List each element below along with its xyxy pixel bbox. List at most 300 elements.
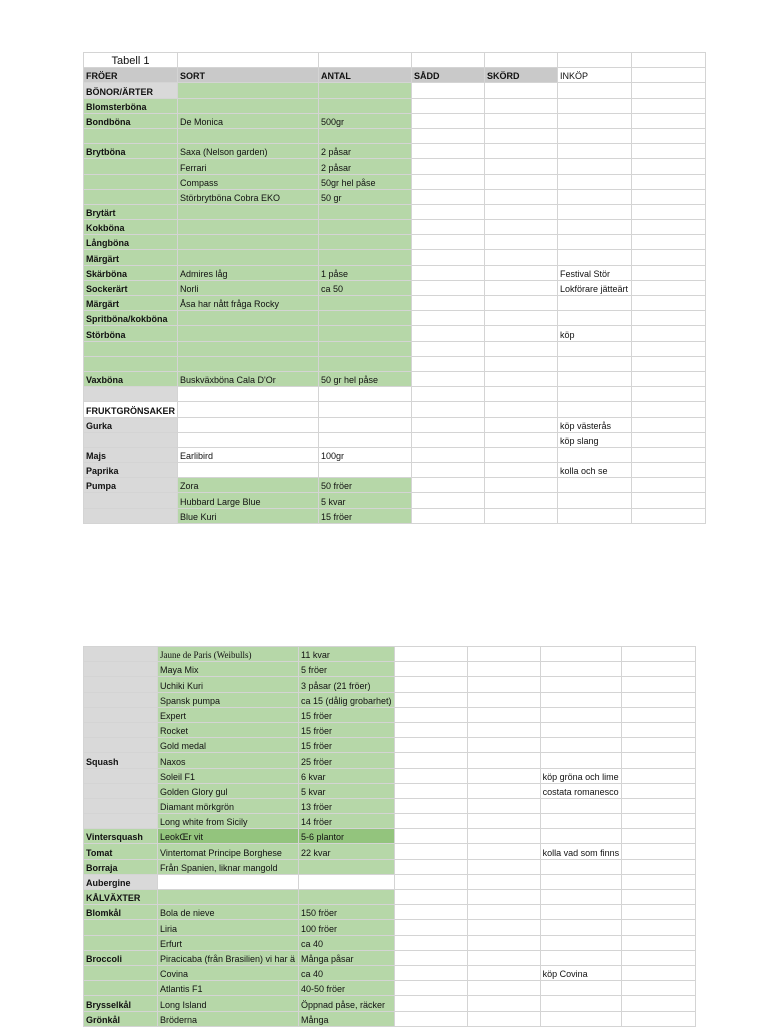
cell-inkop[interactable]: [558, 220, 632, 235]
cell-empty[interactable]: [394, 722, 467, 737]
cell-inkop[interactable]: [540, 662, 622, 677]
cell-sort[interactable]: [178, 311, 319, 326]
cell-empty[interactable]: [412, 371, 485, 386]
header-inkop[interactable]: INKÖP: [558, 68, 632, 83]
cell-empty[interactable]: [622, 844, 696, 859]
cell-froer[interactable]: Brytböna: [84, 144, 178, 159]
cell-sort[interactable]: Rocket: [158, 722, 299, 737]
cell-inkop[interactable]: [558, 478, 632, 493]
cell-empty[interactable]: [485, 508, 558, 523]
cell-antal[interactable]: Öppnad påse, räcker: [299, 996, 395, 1011]
cell-froer[interactable]: [84, 814, 158, 829]
cell-froer[interactable]: [84, 722, 158, 737]
cell-inkop[interactable]: [558, 402, 632, 417]
cell-empty[interactable]: [412, 508, 485, 523]
cell-empty[interactable]: [467, 798, 540, 813]
cell-empty[interactable]: [412, 493, 485, 508]
cell-empty[interactable]: [394, 874, 467, 889]
table-title[interactable]: Tabell 1: [84, 53, 178, 68]
cell-froer[interactable]: [84, 387, 178, 402]
cell-froer[interactable]: [84, 707, 158, 722]
cell-antal[interactable]: [319, 235, 412, 250]
cell-antal[interactable]: [319, 296, 412, 311]
cell-antal[interactable]: 15 fröer: [299, 722, 395, 737]
cell-empty[interactable]: [632, 387, 706, 402]
cell-inkop[interactable]: [540, 935, 622, 950]
cell-froer[interactable]: [84, 432, 178, 447]
cell-inkop[interactable]: [540, 753, 622, 768]
cell-sort[interactable]: [178, 432, 319, 447]
cell-froer[interactable]: [84, 738, 158, 753]
cell-empty[interactable]: [622, 662, 696, 677]
cell-sort[interactable]: De Monica: [178, 113, 319, 128]
cell-empty[interactable]: [467, 738, 540, 753]
cell-antal[interactable]: 50 gr hel påse: [319, 371, 412, 386]
cell-froer[interactable]: [84, 174, 178, 189]
cell-empty[interactable]: [394, 950, 467, 965]
cell-antal[interactable]: 100gr: [319, 447, 412, 462]
cell-empty[interactable]: [485, 235, 558, 250]
cell-antal[interactable]: 22 kvar: [299, 844, 395, 859]
cell-inkop[interactable]: [540, 814, 622, 829]
cell-froer[interactable]: Tomat: [84, 844, 158, 859]
cell-empty[interactable]: [467, 905, 540, 920]
cell-antal[interactable]: [319, 341, 412, 356]
cell-sort[interactable]: Long white from Sicily: [158, 814, 299, 829]
cell-empty[interactable]: [485, 250, 558, 265]
cell-froer[interactable]: Vintersquash: [84, 829, 158, 844]
cell-froer[interactable]: FRUKTGRÖNSAKER: [84, 402, 178, 417]
cell-empty[interactable]: [485, 417, 558, 432]
cell-empty[interactable]: [632, 144, 706, 159]
cell-sort[interactable]: Maya Mix: [158, 662, 299, 677]
cell-antal[interactable]: ca 40: [299, 965, 395, 980]
cell-empty[interactable]: [632, 235, 706, 250]
cell-froer[interactable]: Grönkål: [84, 1011, 158, 1026]
cell-empty[interactable]: [467, 965, 540, 980]
cell-empty[interactable]: [622, 768, 696, 783]
cell-sort[interactable]: [178, 98, 319, 113]
cell-empty[interactable]: [412, 220, 485, 235]
cell-empty[interactable]: [622, 890, 696, 905]
cell-froer[interactable]: [84, 341, 178, 356]
cell-antal[interactable]: [319, 250, 412, 265]
cell-sort[interactable]: Hubbard Large Blue: [178, 493, 319, 508]
cell-empty[interactable]: [485, 296, 558, 311]
cell-inkop[interactable]: Lokförare jätteärt: [558, 280, 632, 295]
cell-inkop[interactable]: [558, 83, 632, 98]
cell-sort[interactable]: [178, 204, 319, 219]
cell-empty[interactable]: [394, 981, 467, 996]
cell-inkop[interactable]: [540, 950, 622, 965]
cell-sort[interactable]: LeokŒr vit: [158, 829, 299, 844]
cell-sort[interactable]: [178, 417, 319, 432]
cell-empty[interactable]: [632, 463, 706, 478]
cell-sort[interactable]: Covina: [158, 965, 299, 980]
cell-froer[interactable]: [84, 783, 158, 798]
cell-empty[interactable]: [467, 722, 540, 737]
cell-inkop[interactable]: [540, 738, 622, 753]
cell-froer[interactable]: Paprika: [84, 463, 178, 478]
cell-empty[interactable]: [412, 447, 485, 462]
cell-inkop[interactable]: kolla vad som finns: [540, 844, 622, 859]
cell-empty[interactable]: [632, 493, 706, 508]
cell-empty[interactable]: [412, 356, 485, 371]
cell-antal[interactable]: [319, 387, 412, 402]
cell-sort[interactable]: Bröderna: [158, 1011, 299, 1026]
cell-empty[interactable]: [632, 402, 706, 417]
cell-empty[interactable]: [485, 159, 558, 174]
cell-antal[interactable]: 15 fröer: [299, 707, 395, 722]
cell-empty[interactable]: [632, 83, 706, 98]
cell-empty[interactable]: [632, 478, 706, 493]
cell-antal[interactable]: [319, 402, 412, 417]
cell-froer[interactable]: Skärböna: [84, 265, 178, 280]
cell-empty[interactable]: [632, 98, 706, 113]
cell-inkop[interactable]: [558, 189, 632, 204]
cell-empty[interactable]: [622, 950, 696, 965]
cell-empty[interactable]: [412, 417, 485, 432]
cell-antal[interactable]: 15 fröer: [299, 738, 395, 753]
cell-antal[interactable]: [319, 432, 412, 447]
cell-inkop[interactable]: [558, 98, 632, 113]
cell-empty[interactable]: [485, 493, 558, 508]
cell-empty[interactable]: [622, 920, 696, 935]
cell-empty[interactable]: [632, 417, 706, 432]
cell-inkop[interactable]: [540, 798, 622, 813]
cell-empty[interactable]: [632, 220, 706, 235]
cell-froer[interactable]: Bondböna: [84, 113, 178, 128]
cell-antal[interactable]: [319, 83, 412, 98]
cell-empty[interactable]: [467, 783, 540, 798]
cell-empty[interactable]: [412, 280, 485, 295]
cell-froer[interactable]: [84, 935, 158, 950]
cell-inkop[interactable]: [540, 692, 622, 707]
cell-antal[interactable]: 2 påsar: [319, 144, 412, 159]
cell-empty[interactable]: [467, 707, 540, 722]
cell-antal[interactable]: [319, 356, 412, 371]
cell-froer[interactable]: Borraja: [84, 859, 158, 874]
cell-antal[interactable]: ca 40: [299, 935, 395, 950]
cell-empty[interactable]: [485, 371, 558, 386]
cell-empty[interactable]: [467, 662, 540, 677]
cell-empty[interactable]: [485, 402, 558, 417]
cell-froer[interactable]: Märgärt: [84, 250, 178, 265]
cell-empty[interactable]: [485, 311, 558, 326]
cell-empty[interactable]: [394, 798, 467, 813]
cell-froer[interactable]: Squash: [84, 753, 158, 768]
cell-empty[interactable]: [394, 647, 467, 662]
cell-froer[interactable]: Sockerärt: [84, 280, 178, 295]
cell-inkop[interactable]: [558, 159, 632, 174]
cell-froer[interactable]: Pumpa: [84, 478, 178, 493]
cell-sort[interactable]: [178, 387, 319, 402]
cell-sort[interactable]: Long Island: [158, 996, 299, 1011]
cell-empty[interactable]: [394, 707, 467, 722]
cell-froer[interactable]: Gurka: [84, 417, 178, 432]
cell-inkop[interactable]: [558, 144, 632, 159]
cell-sort[interactable]: [178, 250, 319, 265]
cell-empty[interactable]: [394, 677, 467, 692]
cell-empty[interactable]: [412, 432, 485, 447]
cell-empty[interactable]: [622, 753, 696, 768]
cell-empty[interactable]: [467, 981, 540, 996]
cell-empty[interactable]: [467, 829, 540, 844]
cell-antal[interactable]: [319, 220, 412, 235]
cell-empty[interactable]: [394, 890, 467, 905]
cell-froer[interactable]: [84, 965, 158, 980]
cell-froer[interactable]: Kokböna: [84, 220, 178, 235]
cell-inkop[interactable]: [558, 113, 632, 128]
cell-empty[interactable]: [394, 662, 467, 677]
cell-inkop[interactable]: [540, 707, 622, 722]
cell-inkop[interactable]: [558, 508, 632, 523]
cell-empty[interactable]: [622, 935, 696, 950]
cell-sort[interactable]: Åsa har nått fråga Rocky: [178, 296, 319, 311]
cell-froer[interactable]: Spritböna/kokböna: [84, 311, 178, 326]
cell-froer[interactable]: [84, 493, 178, 508]
cell-empty[interactable]: [412, 159, 485, 174]
cell-sort[interactable]: Piracicaba (från Brasilien) vi har ä: [158, 950, 299, 965]
cell-sort[interactable]: Gold medal: [158, 738, 299, 753]
cell-sort[interactable]: [178, 356, 319, 371]
cell-antal[interactable]: 3 påsar (21 fröer): [299, 677, 395, 692]
cell-empty[interactable]: [467, 647, 540, 662]
cell-antal[interactable]: 25 fröer: [299, 753, 395, 768]
cell-sort[interactable]: Vintertomat Principe Borghese: [158, 844, 299, 859]
cell-sort[interactable]: Bola de nieve: [158, 905, 299, 920]
cell-empty[interactable]: [412, 113, 485, 128]
cell-inkop[interactable]: [540, 890, 622, 905]
cell-empty[interactable]: [394, 753, 467, 768]
cell-inkop[interactable]: [558, 356, 632, 371]
cell-froer[interactable]: Vaxböna: [84, 371, 178, 386]
cell-empty[interactable]: [394, 905, 467, 920]
cell-sort[interactable]: [178, 83, 319, 98]
cell-antal[interactable]: 5 fröer: [299, 662, 395, 677]
cell-empty[interactable]: [485, 463, 558, 478]
cell-antal[interactable]: [299, 859, 395, 874]
cell-empty[interactable]: [632, 432, 706, 447]
cell-sort[interactable]: Soleil F1: [158, 768, 299, 783]
cell-empty[interactable]: [412, 326, 485, 341]
cell-antal[interactable]: 15 fröer: [319, 508, 412, 523]
cell-sort[interactable]: Blue Kuri: [178, 508, 319, 523]
cell-empty[interactable]: [622, 905, 696, 920]
cell-empty[interactable]: [467, 844, 540, 859]
cell-sort[interactable]: Earlibird: [178, 447, 319, 462]
cell-antal[interactable]: 50 fröer: [319, 478, 412, 493]
cell-empty[interactable]: [632, 356, 706, 371]
cell-empty[interactable]: [412, 296, 485, 311]
cell-froer[interactable]: Blomsterböna: [84, 98, 178, 113]
cell-empty[interactable]: [485, 128, 558, 143]
cell-froer[interactable]: Majs: [84, 447, 178, 462]
cell-empty[interactable]: [622, 677, 696, 692]
cell-antal[interactable]: 5 kvar: [299, 783, 395, 798]
cell-froer[interactable]: Störböna: [84, 326, 178, 341]
cell-antal[interactable]: ca 50: [319, 280, 412, 295]
cell-empty[interactable]: [467, 950, 540, 965]
cell-empty[interactable]: [467, 935, 540, 950]
cell-empty[interactable]: [412, 341, 485, 356]
cell-inkop[interactable]: köp: [558, 326, 632, 341]
cell-froer[interactable]: KÅLVÄXTER: [84, 890, 158, 905]
cell-empty[interactable]: [632, 296, 706, 311]
cell-empty[interactable]: [622, 798, 696, 813]
cell-inkop[interactable]: [558, 387, 632, 402]
cell-empty[interactable]: [632, 250, 706, 265]
cell-empty[interactable]: [467, 890, 540, 905]
cell-froer[interactable]: [84, 159, 178, 174]
cell-inkop[interactable]: [558, 371, 632, 386]
cell-froer[interactable]: Brysselkål: [84, 996, 158, 1011]
cell-empty[interactable]: [622, 965, 696, 980]
cell-empty[interactable]: [632, 326, 706, 341]
cell-froer[interactable]: [84, 768, 158, 783]
cell-antal[interactable]: [319, 463, 412, 478]
cell-empty[interactable]: [622, 814, 696, 829]
cell-empty[interactable]: [412, 83, 485, 98]
cell-empty[interactable]: [485, 478, 558, 493]
cell-antal[interactable]: 50 gr: [319, 189, 412, 204]
cell-empty[interactable]: [622, 874, 696, 889]
cell-empty[interactable]: [622, 829, 696, 844]
header-skord[interactable]: SKÖRD: [485, 68, 558, 83]
cell-sort[interactable]: Spansk pumpa: [158, 692, 299, 707]
cell-empty[interactable]: [632, 371, 706, 386]
cell-sort[interactable]: [158, 874, 299, 889]
cell-empty[interactable]: [394, 859, 467, 874]
cell-antal[interactable]: 6 kvar: [299, 768, 395, 783]
cell-antal[interactable]: [299, 890, 395, 905]
cell-empty[interactable]: [485, 265, 558, 280]
cell-empty[interactable]: [622, 859, 696, 874]
cell-empty[interactable]: [622, 738, 696, 753]
cell-antal[interactable]: 40-50 fröer: [299, 981, 395, 996]
cell-inkop[interactable]: [558, 235, 632, 250]
cell-empty[interactable]: [467, 768, 540, 783]
cell-empty[interactable]: [467, 920, 540, 935]
cell-empty[interactable]: [622, 783, 696, 798]
cell-antal[interactable]: Många påsar: [299, 950, 395, 965]
cell-empty[interactable]: [412, 144, 485, 159]
cell-empty[interactable]: [412, 98, 485, 113]
cell-inkop[interactable]: costata romanesco: [540, 783, 622, 798]
cell-empty[interactable]: [632, 113, 706, 128]
cell-froer[interactable]: [84, 356, 178, 371]
cell-inkop[interactable]: [540, 996, 622, 1011]
cell-empty[interactable]: [622, 981, 696, 996]
cell-inkop[interactable]: köp slang: [558, 432, 632, 447]
cell-inkop[interactable]: köp gröna och lime: [540, 768, 622, 783]
cell-antal[interactable]: Många: [299, 1011, 395, 1026]
cell-empty[interactable]: [467, 753, 540, 768]
cell-froer[interactable]: Brytärt: [84, 204, 178, 219]
cell-inkop[interactable]: kolla och se: [558, 463, 632, 478]
cell-empty[interactable]: [632, 447, 706, 462]
cell-froer[interactable]: BÖNOR/ÄRTER: [84, 83, 178, 98]
cell-empty[interactable]: [485, 113, 558, 128]
cell-sort[interactable]: Compass: [178, 174, 319, 189]
cell-antal[interactable]: 2 påsar: [319, 159, 412, 174]
cell-inkop[interactable]: köp Covina: [540, 965, 622, 980]
cell-empty[interactable]: [394, 814, 467, 829]
cell-empty[interactable]: [394, 738, 467, 753]
cell-froer[interactable]: [84, 677, 158, 692]
cell-froer[interactable]: [84, 128, 178, 143]
cell-empty[interactable]: [412, 463, 485, 478]
cell-inkop[interactable]: [558, 296, 632, 311]
cell-sort[interactable]: Norli: [178, 280, 319, 295]
cell-antal[interactable]: 100 fröer: [299, 920, 395, 935]
cell-inkop[interactable]: [558, 447, 632, 462]
cell-empty[interactable]: [394, 692, 467, 707]
cell-antal[interactable]: 5 kvar: [319, 493, 412, 508]
cell-antal[interactable]: 1 påse: [319, 265, 412, 280]
cell-sort[interactable]: [178, 326, 319, 341]
cell-sort[interactable]: Naxos: [158, 753, 299, 768]
cell-sort[interactable]: Golden Glory gul: [158, 783, 299, 798]
cell-empty[interactable]: [632, 189, 706, 204]
cell-inkop[interactable]: [558, 341, 632, 356]
cell-inkop[interactable]: [558, 493, 632, 508]
cell-froer[interactable]: [84, 981, 158, 996]
cell-antal[interactable]: [319, 326, 412, 341]
cell-sort[interactable]: [178, 128, 319, 143]
cell-sort[interactable]: [178, 341, 319, 356]
cell-empty[interactable]: [412, 250, 485, 265]
cell-empty[interactable]: [412, 478, 485, 493]
cell-froer[interactable]: Broccoli: [84, 950, 158, 965]
cell-empty[interactable]: [485, 98, 558, 113]
cell-empty[interactable]: [485, 341, 558, 356]
cell-sort[interactable]: Störbrytböna Cobra EKO: [178, 189, 319, 204]
header-froer[interactable]: FRÖER: [84, 68, 178, 83]
cell-empty[interactable]: [632, 174, 706, 189]
cell-inkop[interactable]: [540, 677, 622, 692]
cell-empty[interactable]: [394, 965, 467, 980]
cell-empty[interactable]: [632, 204, 706, 219]
cell-antal[interactable]: 13 fröer: [299, 798, 395, 813]
cell-sort[interactable]: Expert: [158, 707, 299, 722]
cell-froer[interactable]: Märgärt: [84, 296, 178, 311]
cell-sort[interactable]: Buskväxböna Cala D'Or: [178, 371, 319, 386]
cell-empty[interactable]: [632, 508, 706, 523]
cell-empty[interactable]: [394, 829, 467, 844]
cell-empty[interactable]: [412, 265, 485, 280]
cell-empty[interactable]: [412, 174, 485, 189]
cell-antal[interactable]: [319, 204, 412, 219]
cell-sort[interactable]: Uchiki Kuri: [158, 677, 299, 692]
cell-empty[interactable]: [467, 874, 540, 889]
cell-sort[interactable]: Zora: [178, 478, 319, 493]
cell-inkop[interactable]: [558, 250, 632, 265]
cell-antal[interactable]: [319, 311, 412, 326]
cell-empty[interactable]: [412, 189, 485, 204]
cell-empty[interactable]: [485, 220, 558, 235]
cell-empty[interactable]: [394, 935, 467, 950]
cell-empty[interactable]: [412, 204, 485, 219]
cell-froer[interactable]: [84, 647, 158, 662]
cell-empty[interactable]: [467, 814, 540, 829]
cell-empty[interactable]: [622, 722, 696, 737]
cell-antal[interactable]: [319, 417, 412, 432]
cell-empty[interactable]: [632, 265, 706, 280]
cell-antal[interactable]: 50gr hel påse: [319, 174, 412, 189]
cell-empty[interactable]: [632, 280, 706, 295]
cell-antal[interactable]: 14 fröer: [299, 814, 395, 829]
